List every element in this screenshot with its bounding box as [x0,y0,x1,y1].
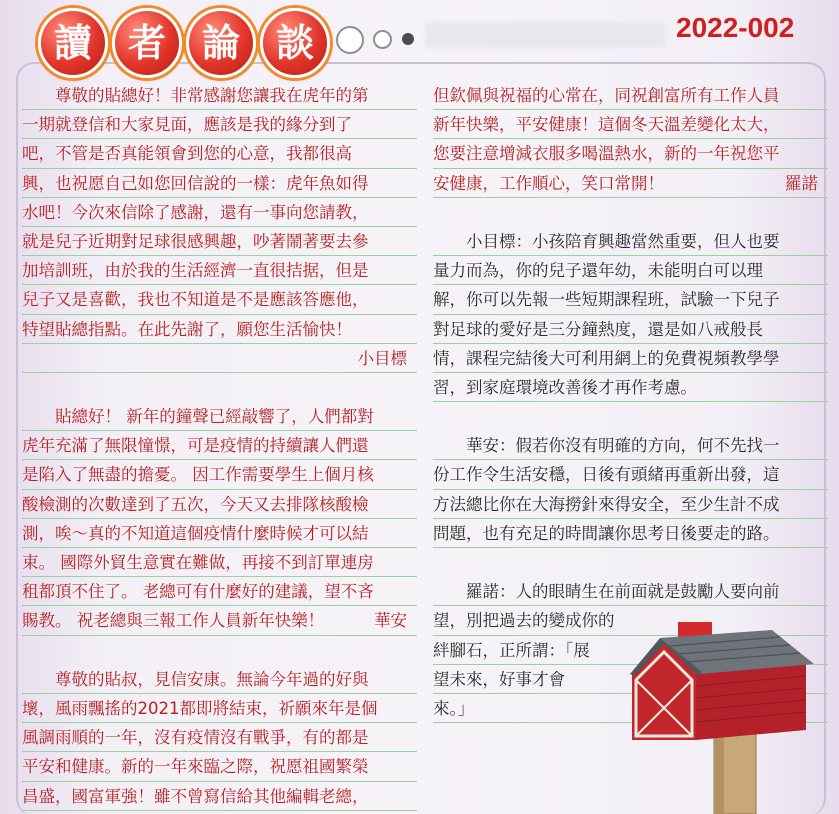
spacer [433,402,828,431]
text-line: 尊敬的貼叔，見信安康。無論今年過的好與 [22,665,417,694]
text-line: 習，到家庭環境改善後才再作考慮。 [433,373,828,402]
signature: 小目標 [22,344,417,373]
text-line: 來。」 [433,694,828,723]
text-line: 對足球的愛好是三分鐘熱度，還是如八戒般長 [433,315,828,344]
title-char-1: 讀 [38,8,108,78]
text-line: 絆腳石，正所謂：「展 [433,636,828,665]
signature: 華安 [374,611,407,631]
text-line: 測，唉～真的不知道這個疫情什麼時候才可以結 [22,519,417,548]
text-line: 解，你可以先報一些短期課程班，試驗一下兒子 [433,285,828,314]
text-line: 束。 國際外貿生意實在難做，再接不到訂單連房 [22,548,417,577]
text-line: 一期就登信和大家見面，應該是我的緣分到了 [22,110,417,139]
reply-2 [433,431,828,548]
text-line-with-signature [433,169,828,198]
red-barn-mailbox-icon [622,612,832,814]
text-line: 但欽佩與祝福的心常在，同祝創富所有工作人員 [433,81,828,110]
text-line: 羅諾：人的眼睛生在前面就是鼓勵人要向前 [433,577,828,606]
text-line: 您要注意增減衣服多喝溫熱水，新的一年祝您平 [433,139,828,168]
text-line: 吧，不管是否真能領會到您的心意，我都很高 [22,139,417,168]
title-char-3: 論 [186,8,256,78]
text-line: 租都頂不住了。 老總可有什麼好的建議，望不吝 [22,577,417,606]
text-line: 是陷入了無盡的擔憂。 因工作需要學生上個月核 [22,460,417,489]
spacer [22,636,417,665]
text-line: 風調雨順的一年，沒有疫情沒有戰爭，有的都是 [22,723,417,752]
decor-circle-small [402,33,414,45]
text-line: 特望貼總指點。在此先謝了，願您生活愉快！ [22,315,417,344]
text-line: 望未來，好事才會 [433,665,828,694]
letter-1 [22,81,417,373]
text-line: 賜教。 祝老總與三報工作人員新年快樂！ [22,611,325,631]
signature: 羅諾 [785,173,818,193]
decor-circle-large [336,26,364,54]
letter-2 [22,402,417,636]
text-line: 壞，風雨飄搖的2021都即將結束，祈願來年是個 [22,694,417,723]
text-line: 貼總好！ 新年的鐘聲已經敲響了，人們都對 [22,402,417,431]
letter-3 [22,665,417,811]
text-line: 兒子又是喜歡，我也不知道是不是應該答應他， [22,285,417,314]
text-line: 酸檢測的次數達到了五次，今天又去排隊核酸檢 [22,490,417,519]
text-line-with-signature [22,606,417,635]
issue-number: 2022-002 [676,12,795,43]
title-char-2: 者 [112,8,182,78]
blurred-header-area [425,22,665,48]
reply-1 [433,227,828,402]
text-line: 問題，也有充足的時間讓你思考日後要走的路。 [433,519,828,548]
text-line: 就是兒子近期對足球很感興趣，吵著鬧著要去參 [22,227,417,256]
text-line: 興，也祝愿自己如您回信說的一樣：虎年魚如得 [22,169,417,198]
text-line: 華安：假若你沒有明確的方向，何不先找一 [433,431,828,460]
column-title [38,8,334,78]
text-line: 昌盛，國富軍強！雖不曾寫信給其他編輯老總， [22,782,417,811]
text-line: 小目標：小孩陪育興趣當然重要，但人也要 [433,227,828,256]
left-column [22,81,417,811]
text-line: 份工作令生活安穩，日後有頭緒再重新出發，這 [433,460,828,489]
text-line: 水吧！今次來信除了感謝，還有一事向您請教， [22,198,417,227]
decor-circle-medium [373,30,392,49]
letter-3-continued [433,81,828,198]
spacer [433,548,828,577]
text-line: 平安和健康。新的一年來臨之際，祝愿祖國繁榮 [22,752,417,781]
text-line: 新年快樂，平安健康！這個冬天溫差變化太大， [433,110,828,139]
text-line: 方法總比你在大海撈針來得安全，至少生計不成 [433,490,828,519]
text-line: 情，課程完結後大可利用網上的免費視頻教學學 [433,344,828,373]
text-line: 加培訓班，由於我的生活經濟一直很拮据，但是 [22,256,417,285]
text-line: 安健康，工作順心，笑口常開！ [433,173,664,193]
text-line: 望，別把過去的變成你的 [433,606,828,635]
spacer [433,198,828,227]
spacer [22,373,417,402]
text-line: 虎年充滿了無限憧憬，可是疫情的持續讓人們還 [22,431,417,460]
text-line: 尊敬的貼總好！非常感謝您讓我在虎年的第 [22,81,417,110]
title-char-4: 談 [260,8,330,78]
text-line: 量力而為，你的兒子還年幼，未能明白可以理 [433,256,828,285]
